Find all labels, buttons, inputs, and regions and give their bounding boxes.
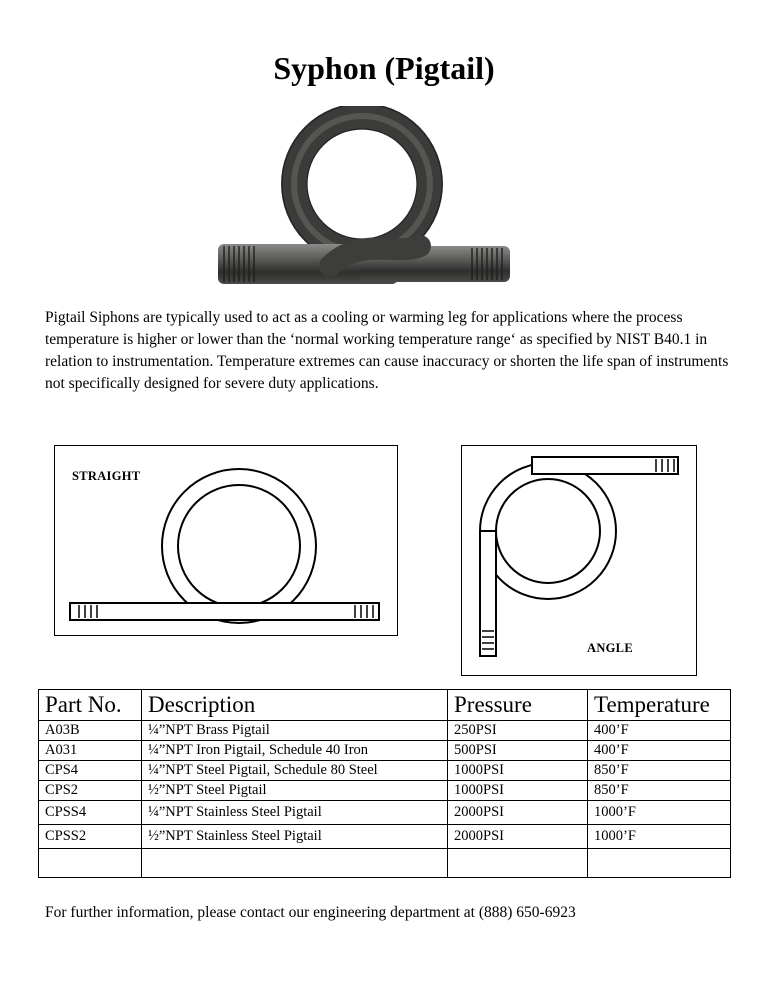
cell-part-no: A031 (39, 741, 142, 761)
cell-pressure: 2000PSI (448, 801, 588, 825)
header-pressure: Pressure (448, 690, 588, 721)
straight-label: STRAIGHT (72, 469, 141, 483)
cell-description: ¼”NPT Steel Pigtail, Schedule 80 Steel (142, 761, 448, 781)
page-title: Syphon (Pigtail) (273, 50, 495, 86)
cell-pressure: 250PSI (448, 721, 588, 741)
cell-pressure: 2000PSI (448, 825, 588, 849)
cell-description: ½”NPT Steel Pigtail (142, 781, 448, 801)
cell-pressure: 1000PSI (448, 761, 588, 781)
angle-label: ANGLE (587, 641, 633, 655)
parts-table (38, 689, 731, 878)
cell-description: ½”NPT Stainless Steel Pigtail (142, 825, 448, 849)
table-header-row (39, 690, 731, 721)
cell-temperature: 850’F (588, 761, 731, 781)
intro-paragraph: Pigtail Siphons are typically used to act as a cooling or warming leg for applications where the process temperature is higher or lower than the ‘normal working temperature range‘ as specified by NIST B40.1 in relation to instrumentation. Temperature extremes can cause inaccuracy or shorten the life span of instruments not specifically designed for severe duty applications. (45, 309, 729, 392)
header-part-no: Part No. (39, 690, 142, 721)
cell-part-no: CPSS2 (39, 825, 142, 849)
cell-description: ¼”NPT Stainless Steel Pigtail (142, 801, 448, 825)
cell-temperature: 400’F (588, 721, 731, 741)
contact-line: For further information, please contact our engineering department at (888) 650-6923 (45, 904, 576, 921)
cell-pressure: 500PSI (448, 741, 588, 761)
cell-temperature: 1000’F (588, 801, 731, 825)
cell-temperature: 400’F (588, 741, 731, 761)
cell-part-no: CPS4 (39, 761, 142, 781)
table-row (39, 801, 731, 825)
pigtail-photo (210, 106, 520, 296)
table-row (39, 761, 731, 781)
cell-description: ¼”NPT Iron Pigtail, Schedule 40 Iron (142, 741, 448, 761)
cell-part-no: CPSS4 (39, 801, 142, 825)
cell-part-no: A03B (39, 721, 142, 741)
table-row (39, 781, 731, 801)
table-row-empty (39, 849, 731, 878)
straight-diagram (54, 445, 398, 636)
angle-diagram (461, 445, 697, 676)
cell-description: ¼”NPT Brass Pigtail (142, 721, 448, 741)
table-row (39, 741, 731, 761)
cell-pressure: 1000PSI (448, 781, 588, 801)
cell-temperature: 1000’F (588, 825, 731, 849)
table-row (39, 721, 731, 741)
header-description: Description (142, 690, 448, 721)
cell-part-no: CPS2 (39, 781, 142, 801)
table-row (39, 825, 731, 849)
cell-temperature: 850’F (588, 781, 731, 801)
header-temperature: Temperature (588, 690, 731, 721)
